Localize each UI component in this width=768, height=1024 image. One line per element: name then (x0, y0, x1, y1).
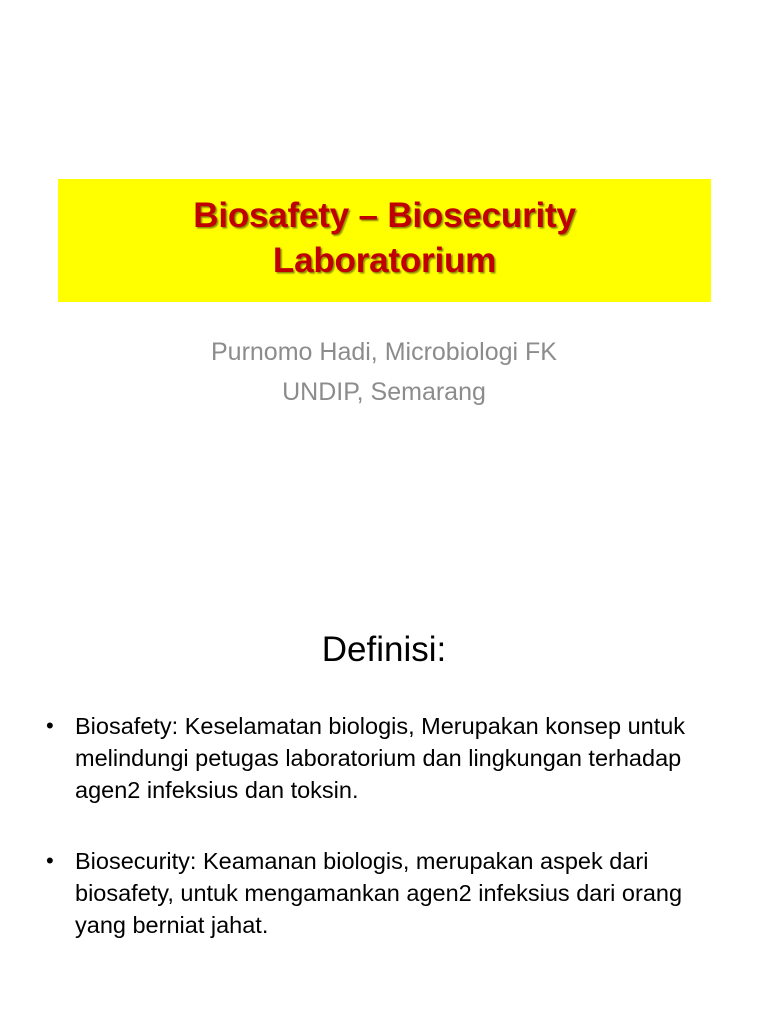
title-line-1: Biosafety – Biosecurity (193, 196, 576, 235)
slide-subtitle (0, 332, 768, 412)
bullet-list (46, 710, 726, 980)
title-band (58, 179, 711, 302)
bullet-icon: • (46, 848, 54, 873)
bullet-text: Biosafety: Keselamatan biologis, Merupakan konsep untuk melindungi petugas laboratorium dan lingkungan terhadap agen2 infeksius dan toksin. (75, 713, 686, 803)
bullet-item-biosafety (46, 710, 726, 806)
title-line-2: Laboratorium (272, 241, 497, 280)
bullet-text: Biosecurity: Keamanan biologis, merupakan aspek dari biosafety, untuk mengamankan agen2 infeksius dari orang yang berniat jahat. (75, 848, 683, 938)
slide-title (58, 193, 711, 283)
slide-heading: Definisi: (321, 630, 447, 669)
subtitle-line-2: UNDIP, Semarang (282, 378, 486, 406)
definition-slide (0, 576, 768, 1024)
subtitle-line-1: Purnomo Hadi, Microbiologi FK (211, 338, 557, 366)
bullet-icon: • (46, 713, 54, 738)
bullet-item-biosecurity (46, 845, 726, 941)
